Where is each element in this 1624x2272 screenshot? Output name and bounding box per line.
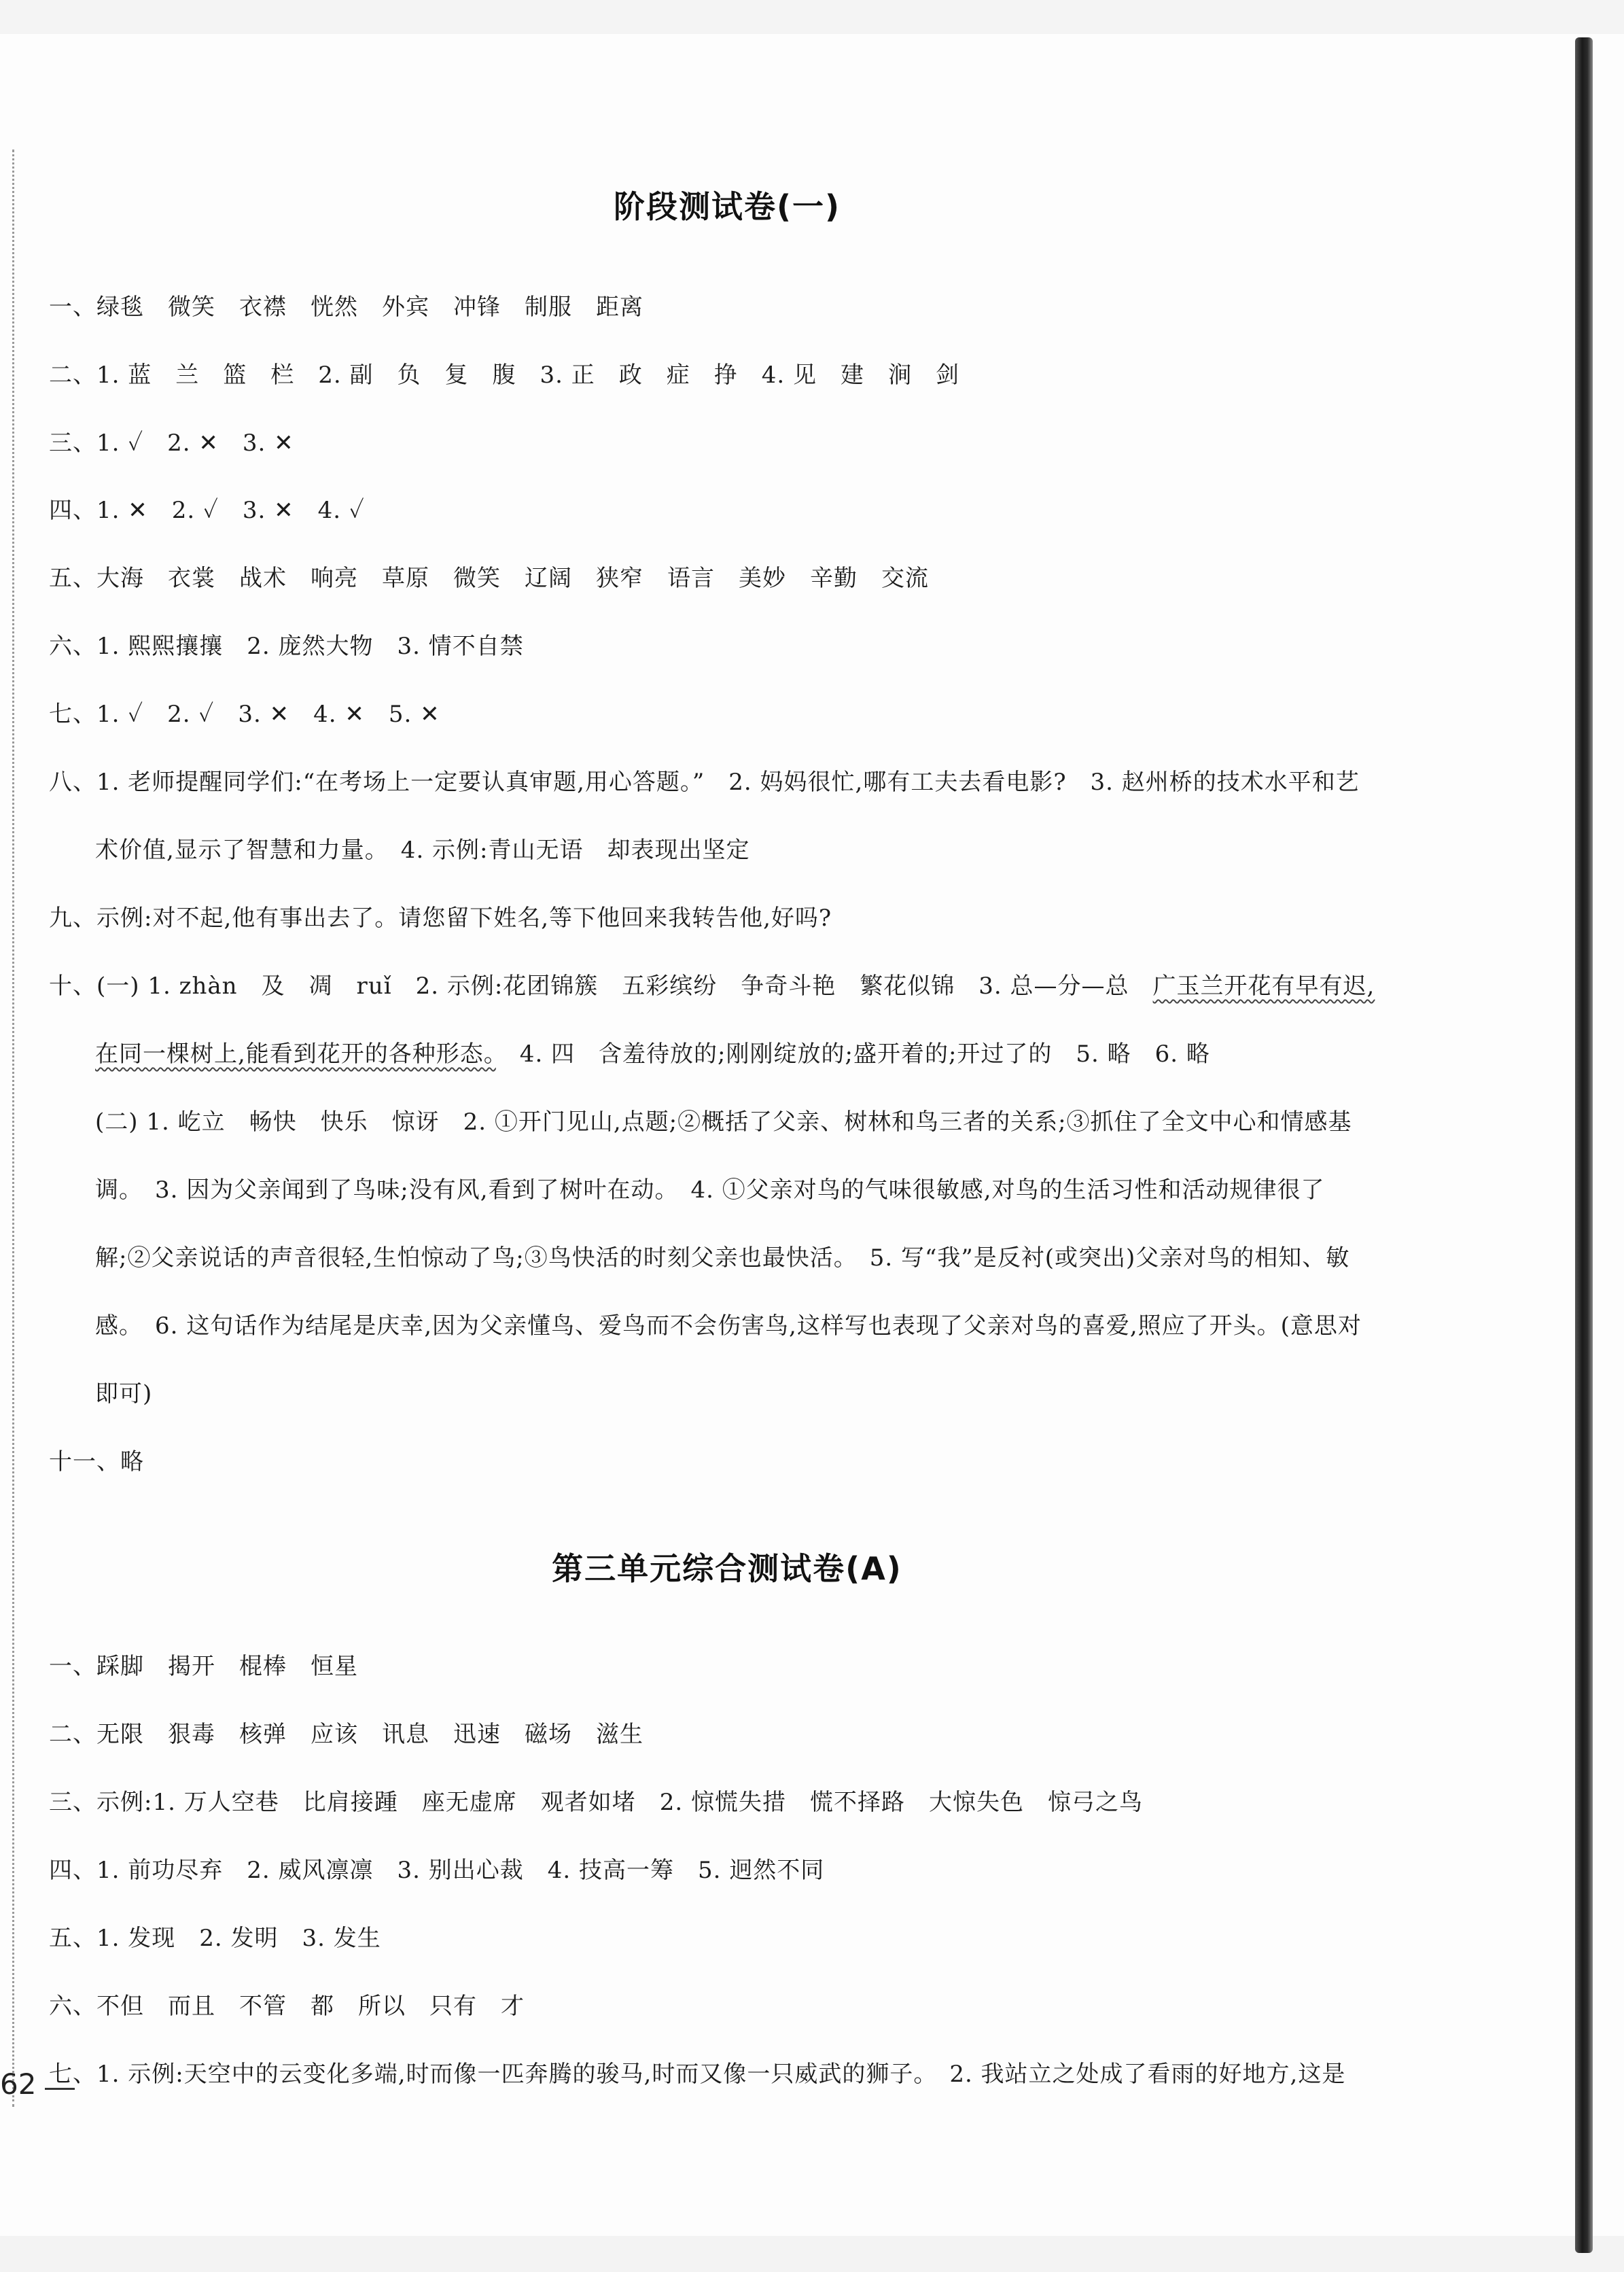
section-title-unit-three: 第三单元综合测试卷(A) [552, 1550, 902, 1587]
page-shade-top [0, 0, 1624, 34]
answer-line: 七、1. 示例:天空中的云变化多端,时而像一匹奔腾的骏马,时而又像一只威武的狮子。 2. 我站立之处成了看雨的好地方,这是 [49, 2061, 1346, 2088]
page-number: 62 [0, 2067, 37, 2101]
answer-line: 二、无限 狠毒 核弹 应该 讯息 迅速 磁场 滋生 [49, 1721, 643, 1748]
answer-line: 即可) [95, 1380, 153, 1408]
section-title-stage-test: 阶段测试卷(一) [613, 188, 841, 225]
answer-line: 三、1. ✓ 2. ✕ 3. ✕ [49, 430, 294, 457]
answer-line: 感。 6. 这句话作为结尾是庆幸,因为父亲懂鸟、爱鸟而不会伤害鸟,这样写也表现了父亲对鸟的喜爱,照应了开头。(意思对 [95, 1312, 1362, 1340]
answer-line-reading-one-cont [95, 1038, 1413, 1070]
answer-line: 调。 3. 因为父亲闻到了鸟味;没有风,看到了树叶在动。 4. ①父亲对鸟的气味很敏感,对鸟的生活习性和活动规律很了 [95, 1176, 1325, 1204]
answer-line: 五、1. 发现 2. 发明 3. 发生 [49, 1925, 381, 1952]
answer-line: 六、不但 而且 不管 都 所以 只有 才 [49, 1993, 525, 2020]
answer-line: 三、示例:1. 万人空巷 比肩接踵 座无虚席 观者如堵 2. 惊慌失措 慌不择路 大惊失色 惊弓之鸟 [49, 1789, 1143, 1816]
answer-line: 四、1. ✕ 2. ✓ 3. ✕ 4. ✓ [49, 497, 365, 524]
answer-line: 九、示例:对不起,他有事出去了。请您留下姓名,等下他回来我转告他,好吗? [49, 905, 832, 932]
answer-line: 解;②父亲说话的声音很轻,生怕惊动了鸟;③鸟快活的时刻父亲也最快活。 5. 写“我”是反衬(或突出)父亲对鸟的相知、敏 [95, 1244, 1350, 1272]
answer-line: 二、1. 蓝 兰 篮 栏 2. 副 负 复 腹 3. 正 政 症 挣 4. 见 建 涧 剑 [49, 362, 959, 389]
answer-line: 术价值,显示了智慧和力量。 4. 示例:青山无语 却表现出坚定 [95, 837, 750, 864]
answer-line: (二) 1. 屹立 畅快 快乐 惊讶 2. ①开门见山,点题;②概括了父亲、树林和鸟三者的关系;③抓住了全文中心和情感基 [95, 1108, 1352, 1136]
answer-line: 五、大海 衣裳 战术 响亮 草原 微笑 辽阔 狭窄 语言 美妙 辛勤 交流 [49, 565, 929, 592]
page-number-dash [45, 2088, 75, 2090]
answer-line: 十一、略 [49, 1448, 144, 1475]
answer-line: 七、1. ✓ 2. ✓ 3. ✕ 4. ✕ 5. ✕ [49, 701, 440, 728]
page-shade-bottom [0, 2236, 1624, 2272]
answer-text: 十、(一) 1. zhàn 及 凋 ruǐ 2. 示例:花团锦簇 五彩缤纷 争奇斗艳 繁花似锦 3. 总—分—总 [49, 973, 1153, 1000]
wavy-underlined-text: 在同一棵树上,能看到花开的各种形态。 [95, 1041, 496, 1068]
answer-line: 六、1. 熙熙攘攘 2. 庞然大物 3. 情不自禁 [49, 633, 524, 660]
wavy-underlined-text: 广玉兰开花有早有迟, [1152, 973, 1375, 1000]
page-edge-shadow [1575, 37, 1593, 2253]
answer-line: 八、1. 老师提醒同学们:“在考场上一定要认真审题,用心答题。” 2. 妈妈很忙,哪有工夫去看电影? 3. 赵州桥的技术水平和艺 [49, 769, 1360, 796]
answer-text: 4. 四 含羞待放的;刚刚绽放的;盛开着的;开过了的 5. 略 6. 略 [495, 1041, 1210, 1068]
answer-line: 一、绿毯 微笑 衣襟 恍然 外宾 冲锋 制服 距离 [49, 294, 643, 321]
answer-line-reading-one [49, 970, 1415, 1002]
answer-line: 一、踩脚 揭开 棍棒 恒星 [49, 1653, 358, 1680]
answer-line: 四、1. 前功尽弃 2. 威风凛凛 3. 别出心裁 4. 技高一筹 5. 迥然不同 [49, 1857, 825, 1884]
binding-margin-line [12, 150, 14, 2107]
